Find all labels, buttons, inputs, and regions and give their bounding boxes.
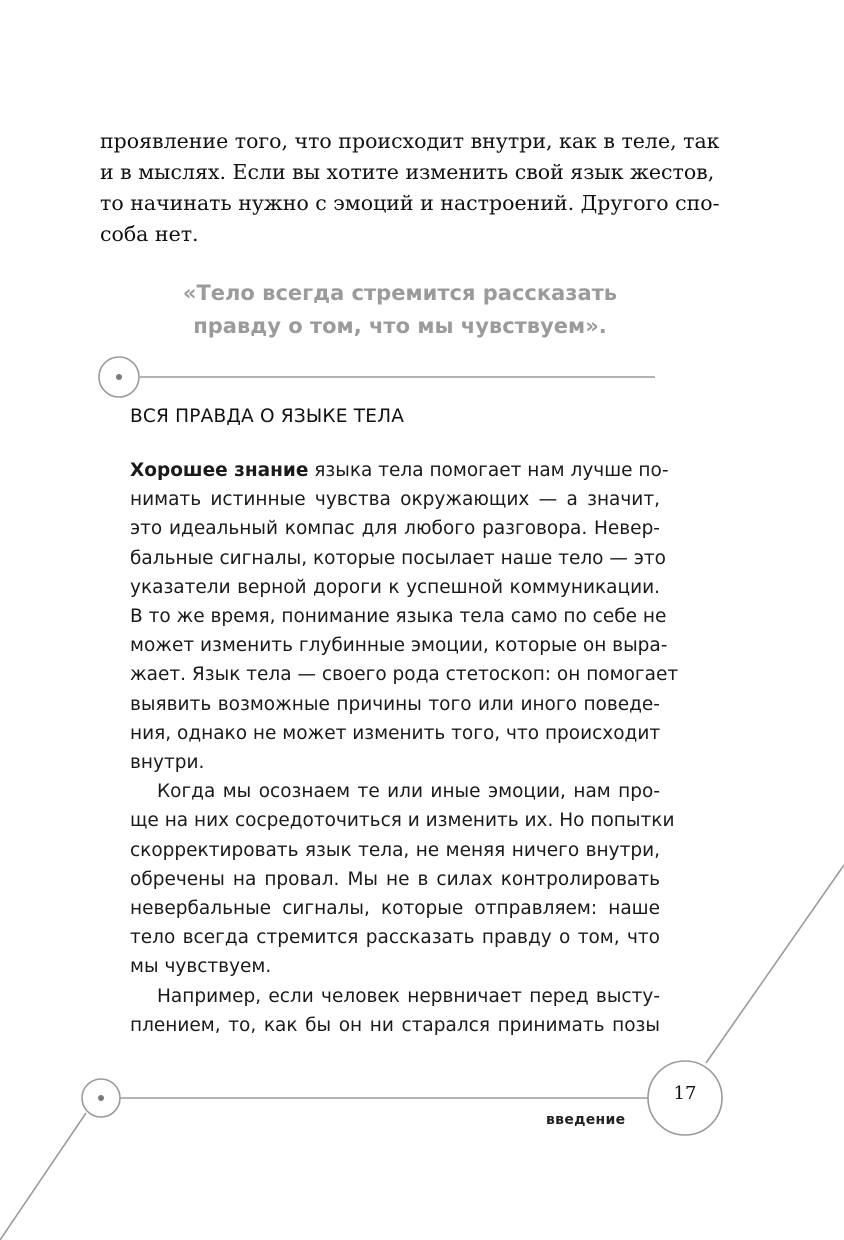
text-line: это идеальный компас для любого разговора. Невер-	[130, 518, 660, 540]
text-line: невербальные сигналы, которые отправляем: наше	[130, 898, 660, 920]
text-line: жает. Язык тела — своего рода стетоскоп: он помогает	[130, 664, 679, 686]
text-line: Например, если человек нервничает перед высту-	[157, 985, 660, 1007]
text-line: соба нет.	[100, 222, 199, 246]
body-text	[130, 456, 679, 1040]
text-line	[130, 456, 669, 485]
text-fragment: языка тела помогает нам лучше по-	[308, 460, 669, 481]
top-divider-dot	[116, 374, 122, 380]
text-line: скорректировать язык тела, не меняя ничего внутри,	[130, 839, 660, 861]
text-line: плением, то, как бы он ни старался принимать позы	[130, 1014, 660, 1036]
footer-left-dot	[98, 1095, 104, 1101]
text-line: обречены на провал. Мы не в силах контролировать	[130, 868, 660, 890]
text-line: тело всегда стремится рассказать правду о том, что	[130, 927, 660, 949]
text-line: и в мыслях. Если вы хотите изменить свой язык жестов,	[100, 160, 715, 184]
text-line: выявить возможные причины того или иного поведе-	[130, 693, 660, 715]
diagonal-line-left	[0, 1113, 86, 1240]
text-line: указатели верной дороги к успешной коммуникации.	[130, 576, 660, 598]
text-line: внутри.	[130, 752, 205, 774]
text-line: бальные сигналы, которые посылает наше тело — это	[130, 547, 667, 569]
running-section-label: введение	[546, 1112, 626, 1128]
text-line: Когда мы осознаем те или иные эмоции, нам про-	[157, 781, 660, 803]
text-line: нимать истинные чувства окружающих — а значит,	[130, 489, 660, 511]
text-line: мы чувствуем.	[130, 956, 272, 978]
quote-line: «Тело всегда стремится рассказать	[182, 281, 618, 305]
diagonal-line-right	[706, 865, 844, 1063]
text-line: ще на них сосредоточиться и изменить их. Но попытки	[130, 810, 675, 832]
text-line: В то же время, понимание языка тела само по себе не	[130, 606, 667, 628]
text-line: может изменить глубинные эмоции, которые он выра-	[130, 635, 668, 657]
text-line: ния, однако не может изменить того, что происходит	[130, 722, 661, 744]
text-line: проявление того, что происходит внутри, как в теле, так	[100, 129, 720, 153]
page-number: 17	[673, 1083, 697, 1104]
section-heading: ВСЯ ПРАВДА О ЯЗЫКЕ ТЕЛА	[130, 406, 405, 427]
top-paragraph	[100, 126, 720, 250]
bold-lead: Хорошее знание	[130, 460, 309, 481]
pull-quote	[150, 277, 650, 343]
text-line: то начинать нужно с эмоций и настроений. Другого спо-	[100, 191, 720, 215]
quote-line: правду о том, что мы чувствуем».	[193, 314, 607, 338]
